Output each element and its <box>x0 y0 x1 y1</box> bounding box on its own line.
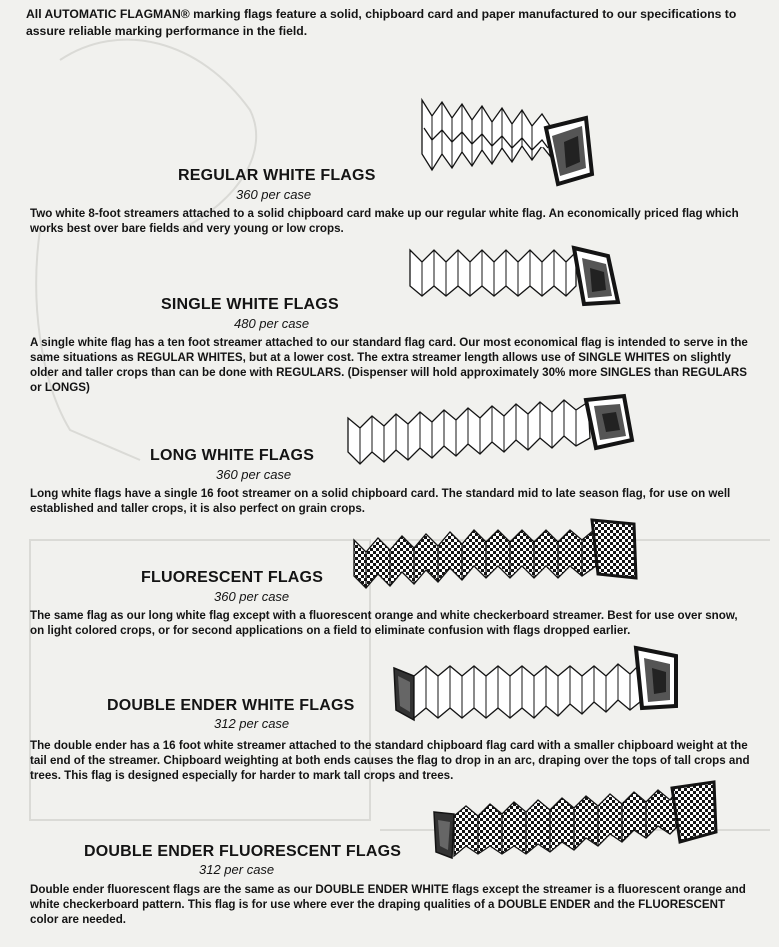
per-case-label: 312 per case <box>199 862 275 877</box>
white-streamer-flag-icon <box>346 396 636 468</box>
per-case-label: 312 per case <box>214 716 290 731</box>
intro-paragraph: All AUTOMATIC FLAGMAN® marking flags feature a solid, chipboard card and paper manufactured to our specifications to assure reliable marking performance in the field. <box>26 7 737 38</box>
product-description: The double ender has a 16 foot white streamer attached to the standard chipboard flag card with a smaller chipboard weight at the tail end of the streamer. Chipboard weighting at both ends causes the flag to drop in an arc, draping over the tops of tall crops and trees. This flag is designed especially for harder to mark tall crops and trees. <box>30 739 750 782</box>
per-case-label: 360 per case <box>216 467 292 482</box>
per-case-label: 360 per case <box>214 589 290 604</box>
product-title: DOUBLE ENDER WHITE FLAGS <box>107 697 355 714</box>
product-title: LONG WHITE FLAGS <box>150 447 315 464</box>
white-streamer-flag-icon <box>408 244 623 310</box>
product-description: Two white 8-foot streamers attached to a solid chipboard card make up our regular white flag. An economically priced flag which works best over bare fields and very young or low crops. <box>30 207 739 235</box>
double-ender-white-flag-icon <box>392 646 682 728</box>
product-description: Long white flags have a single 16 foot streamer on a solid chipboard card. The standard mid to late season flag, for use on well established and taller crops, it is also perfect on grain crops. <box>30 487 731 515</box>
product-description: The same flag as our long white flag except with a fluorescent orange and white checkerboard streamer. Best for use over snow, on light colored crops, or for second applications on a field to eliminate confusion with flags dropped earlier. <box>30 609 738 637</box>
product-title: DOUBLE ENDER FLUORESCENT FLAGS <box>84 843 402 860</box>
checkered-streamer-flag-icon <box>352 518 642 590</box>
product-description: Double ender fluorescent flags are the same as our DOUBLE ENDER WHITE flags except the streamer is a fluorescent orange and white checkerboard pattern. This flag is for use where ever the draping qualities of a DOUBLE ENDER and the FLUORESCENT color are needed. <box>30 883 746 926</box>
per-case-label: 360 per case <box>236 187 312 202</box>
per-case-label: 480 per case <box>234 316 310 331</box>
product-title: REGULAR WHITE FLAGS <box>178 167 376 184</box>
product-title: SINGLE WHITE FLAGS <box>161 296 339 313</box>
white-streamer-flag-icon <box>418 96 598 188</box>
double-ender-checkered-flag-icon <box>432 782 722 864</box>
product-title: FLUORESCENT FLAGS <box>141 569 324 586</box>
product-description: A single white flag has a ten foot streamer attached to our standard flag card. Our most economical flag is intended to serve in the same situations as REGULAR WHITES, but at a lower cost. The extra streamer length allows use of SINGLE WHITES on slightly older and taller crops than can be done with REGULARS. (Dispenser will hold approximately 30% more SINGLES than REGULARS or LONGS) <box>30 336 748 394</box>
